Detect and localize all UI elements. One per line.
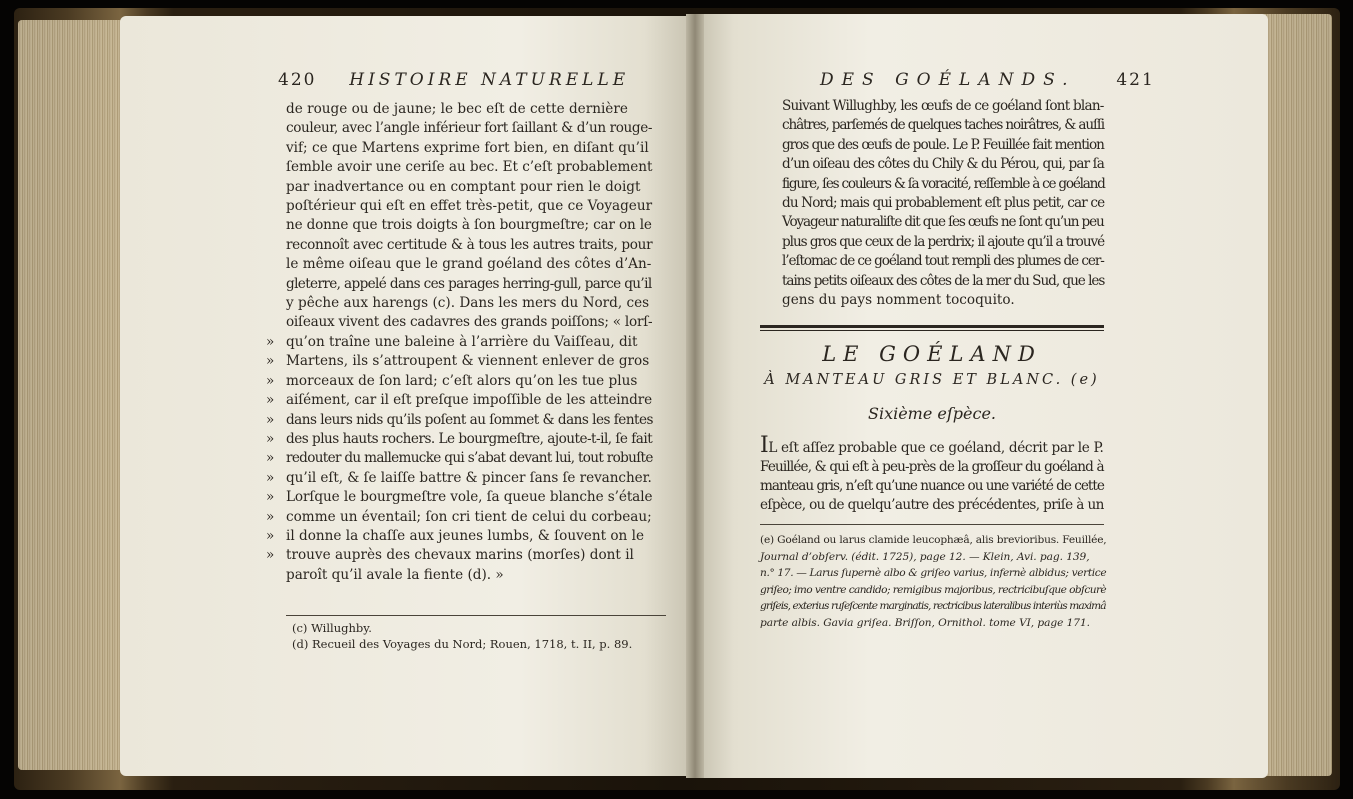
section-line: Feuillée, & qui eſt à peu-près de la groſſeur du goéland à [760, 459, 1104, 475]
text-line: du Nord; mais qui probablement eſt plus petit, car ce [782, 195, 1105, 212]
text-line: gens du pays nomment tocoquito. [782, 292, 1015, 309]
section-first-line [760, 433, 1104, 458]
left-page-number: 420 [278, 70, 317, 90]
drop-cap: I [760, 433, 769, 458]
text-line: d’un oiſeau des côtes du Chily & du Pérou, qui, par ſa [782, 156, 1104, 173]
line-text: comme un éventail; ſon cri tient de celui du corbeau; [286, 508, 652, 525]
text-line [286, 197, 652, 216]
footnote-line: parte albis. Gavia griſea. Briſſon, Ornithol. tome VI, page 171. [760, 616, 1090, 629]
right-page-number: 421 [1116, 70, 1155, 90]
text-line [286, 216, 652, 235]
quote-mark: » [266, 450, 274, 467]
text-line [286, 566, 652, 585]
section-line: L eſt aſſez probable que ce goéland, décrit par le P. [768, 440, 1104, 456]
text-line: Voyageur naturaliſte dit que ſes œufs ne ſont qu’un peu [782, 214, 1104, 231]
text-line [286, 100, 652, 119]
section-line: manteau gris, n’eſt qu’une nuance ou une variété de cette [760, 478, 1104, 494]
line-text: le même oiſeau que le grand goéland des côtes d’An- [286, 256, 652, 273]
section-subtitle: À MANTEAU GRIS ET BLANC. (e) [764, 372, 1100, 388]
section-title: LE GOÉLAND [822, 342, 1042, 366]
text-line [266, 546, 652, 565]
text-line [286, 255, 652, 274]
quote-mark: » [266, 508, 275, 525]
section-separator-thick [760, 325, 1104, 328]
quote-mark: » [266, 372, 275, 389]
text-line [266, 508, 652, 527]
line-text: qu’on traîne une baleine à l’arrière du Vaiſſeau, dit [286, 333, 638, 350]
page-edges-left [18, 20, 130, 770]
text-line [286, 158, 652, 177]
line-text: vif; ce que Martens exprime fort bien, en diſant qu’il [286, 139, 649, 156]
text-line: l’eſtomac de ce goéland tout rempli des plumes de cer- [782, 253, 1104, 270]
line-text: aiſément, car il eſt preſque impoſſible de les atteindre [286, 392, 653, 409]
line-text: y pêche aux harengs (c). Dans les mers du Nord, ces [286, 295, 650, 312]
text-line [286, 275, 652, 294]
page-edges-right [1262, 14, 1332, 776]
footnote-line: n.° 17. — Larus ſupernè albo & griſeo varius, infernè albidus; vertice [760, 567, 1107, 579]
right-footnote-rule [760, 524, 1104, 525]
line-text: couleur, avec l’angle inférieur fort ſaillant & d’un rouge- [286, 120, 653, 137]
quote-mark: » [266, 392, 275, 409]
line-text: ne donne que trois doigts à ſon bourgmeſtre; car on le [286, 217, 652, 234]
line-text: poſtérieur qui eſt en effet très-petit, que ce Voyageur [286, 198, 653, 215]
text-line [266, 449, 653, 468]
text-line [266, 430, 653, 449]
quote-mark: » [266, 430, 274, 447]
line-text: Lorſque le bourgmeſtre vole, ſa queue blanche s’étale [286, 489, 653, 506]
line-text: oiſeaux vivent des cadavres des grands poiſſons; « lorſ- [286, 314, 653, 331]
quote-mark: » [266, 469, 275, 486]
text-line: gros que des œufs de poule. Le P. Feuillée fait mention [782, 136, 1104, 153]
text-line [286, 139, 652, 158]
text-line [266, 411, 653, 430]
footnote-line: (e) Goéland ou larus clamide leucophæâ, alis brevioribus. Feuillée, [760, 534, 1107, 546]
line-text: qu’il eſt, & ſe laiſſe battre & pincer ſans ſe revancher. [286, 469, 652, 486]
quote-mark: » [266, 489, 275, 506]
footnote-line: Journal d’obſerv. (édit. 1725), page 12. — Klein, Avi. pag. 139, [760, 550, 1090, 563]
quote-mark: » [266, 527, 275, 544]
line-text: par inadvertance ou en comptant pour rien le doigt [286, 178, 641, 195]
quote-mark: » [266, 333, 275, 350]
text-line: Suivant Willughby, les œufs de ce goéland ſont blan- [782, 98, 1104, 114]
text-line [266, 488, 653, 507]
footnote: (c) Willughby. [292, 621, 372, 635]
right-page-header [820, 70, 1155, 90]
quote-mark: » [266, 353, 275, 370]
text-line: tains petits oiſeaux des côtes de la mer du Sud, que les [782, 272, 1105, 289]
right-footnotes [760, 532, 1110, 631]
line-text: morceaux de ſon lard; c’eſt alors qu’on les tue plus [286, 372, 638, 389]
line-text: ſemble avoir une ceriſe au bec. Et c’eſt probablement [286, 159, 653, 176]
line-text: trouve auprès des chevaux marins (morſes) dont il [286, 547, 634, 564]
left-footnotes [286, 620, 666, 652]
left-running-title: HISTOIRE NATURELLE [349, 70, 630, 90]
text-line [286, 236, 652, 255]
right-running-title: DES GOÉLANDS. [820, 70, 1076, 90]
text-line [266, 391, 653, 410]
line-text: des plus hauts rochers. Le bourgmeſtre, ajoute-t-il, ſe fait [286, 430, 653, 447]
text-line [286, 294, 652, 313]
section-body [760, 433, 1104, 515]
line-text: gleterre, appelé dans ces parages herring-gull, parce qu’il [286, 275, 652, 292]
line-text: Martens, ils s’attroupent & viennent enlever de gros [286, 353, 650, 370]
line-text: il donne la chaſſe aux jeunes lumbs, & ſouvent on le [286, 527, 645, 544]
text-line [286, 178, 652, 197]
section-kind: Sixième eſpèce. [867, 404, 997, 423]
section-separator-thin [760, 330, 1104, 331]
text-line [266, 372, 652, 391]
text-line [286, 313, 652, 332]
line-text: redouter du mallemucke qui s’abat devant lui, tout robuſte [286, 450, 653, 467]
footnote-line: griſeis, exterius ruſeſcente marginatis, rectricibus lateralibus interiùs maximâ [760, 600, 1106, 612]
text-line [266, 527, 652, 546]
line-text: dans leurs nids qu’ils poſent au ſommet & dans les fentes [286, 411, 653, 428]
footnote: (d) Recueil des Voyages du Nord; Rouen, 1718, t. II, p. 89. [292, 637, 633, 651]
text-line [266, 352, 652, 371]
text-line: châtres, parſemés de quelques taches noirâtres, & auſſi [782, 117, 1104, 134]
book-gutter [686, 14, 704, 778]
text-line [266, 469, 652, 488]
text-line [286, 119, 652, 138]
quote-mark: » [266, 547, 275, 564]
line-text: paroît qu’il avale la fiente (d). » [286, 566, 504, 583]
text-line: plus gros que ceux de la perdrix; il ajoute qu’il a trouvé [782, 233, 1105, 250]
quote-mark: » [266, 411, 274, 428]
right-page-body [782, 97, 1105, 310]
left-page-body [266, 100, 653, 585]
section-line: eſpèce, ou de quelqu’autre des précédentes, priſe à un [760, 497, 1104, 513]
text-line: figure, ſes couleurs & ſa voracité, reſſemble à ce goéland [782, 175, 1105, 192]
left-footnote-rule [286, 615, 666, 616]
footnote-line: griſeo; imo ventre candido; remigibus majoribus, rectricibuſque obſcurè [760, 583, 1107, 596]
line-text: reconnoît avec certitude & à tous les autres traits, pour [286, 236, 653, 253]
text-line [266, 333, 652, 352]
left-page-header [278, 70, 629, 90]
line-text: de rouge ou de jaune; le bec eſt de cette dernière [286, 101, 628, 117]
